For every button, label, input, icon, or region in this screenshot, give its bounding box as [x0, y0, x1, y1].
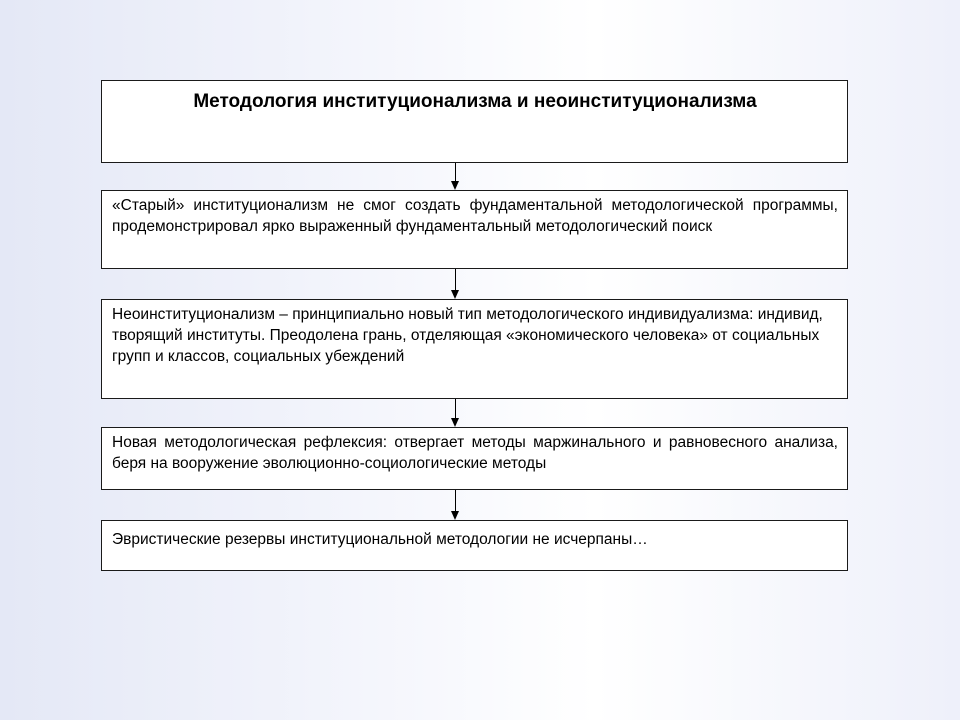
diagram-title: Методология институционализма и неоинституционализма: [193, 91, 757, 112]
box-old-institutionalism-text: «Старый» институционализм не смог создать фундаментальной методологической программы, продемонстрировал ярко выраженный фундаментальный методологический поиск: [112, 197, 838, 235]
box-neo-institutionalism: [101, 299, 848, 399]
box-new-reflection: [101, 427, 848, 490]
box-new-reflection-text: Новая методологическая рефлексия: отвергает методы маржинального и равновесного анализа, беря на вооружение эволюционно-социологические методы: [112, 434, 838, 472]
box-old-institutionalism: [101, 190, 848, 269]
diagram-title-box: [101, 80, 848, 163]
box-heuristic-reserves: [101, 520, 848, 571]
box-neo-institutionalism-text: Неоинституционализм – принципиально новый тип методологического индивидуализма: индивид, творящий институты. Преодолена грань, отделяющая «экономического человека» от социальных групп и классов, социальных убеждений: [112, 306, 823, 365]
box-heuristic-reserves-text: Эвристические резервы институциональной методологии не исчерпаны…: [112, 531, 648, 548]
